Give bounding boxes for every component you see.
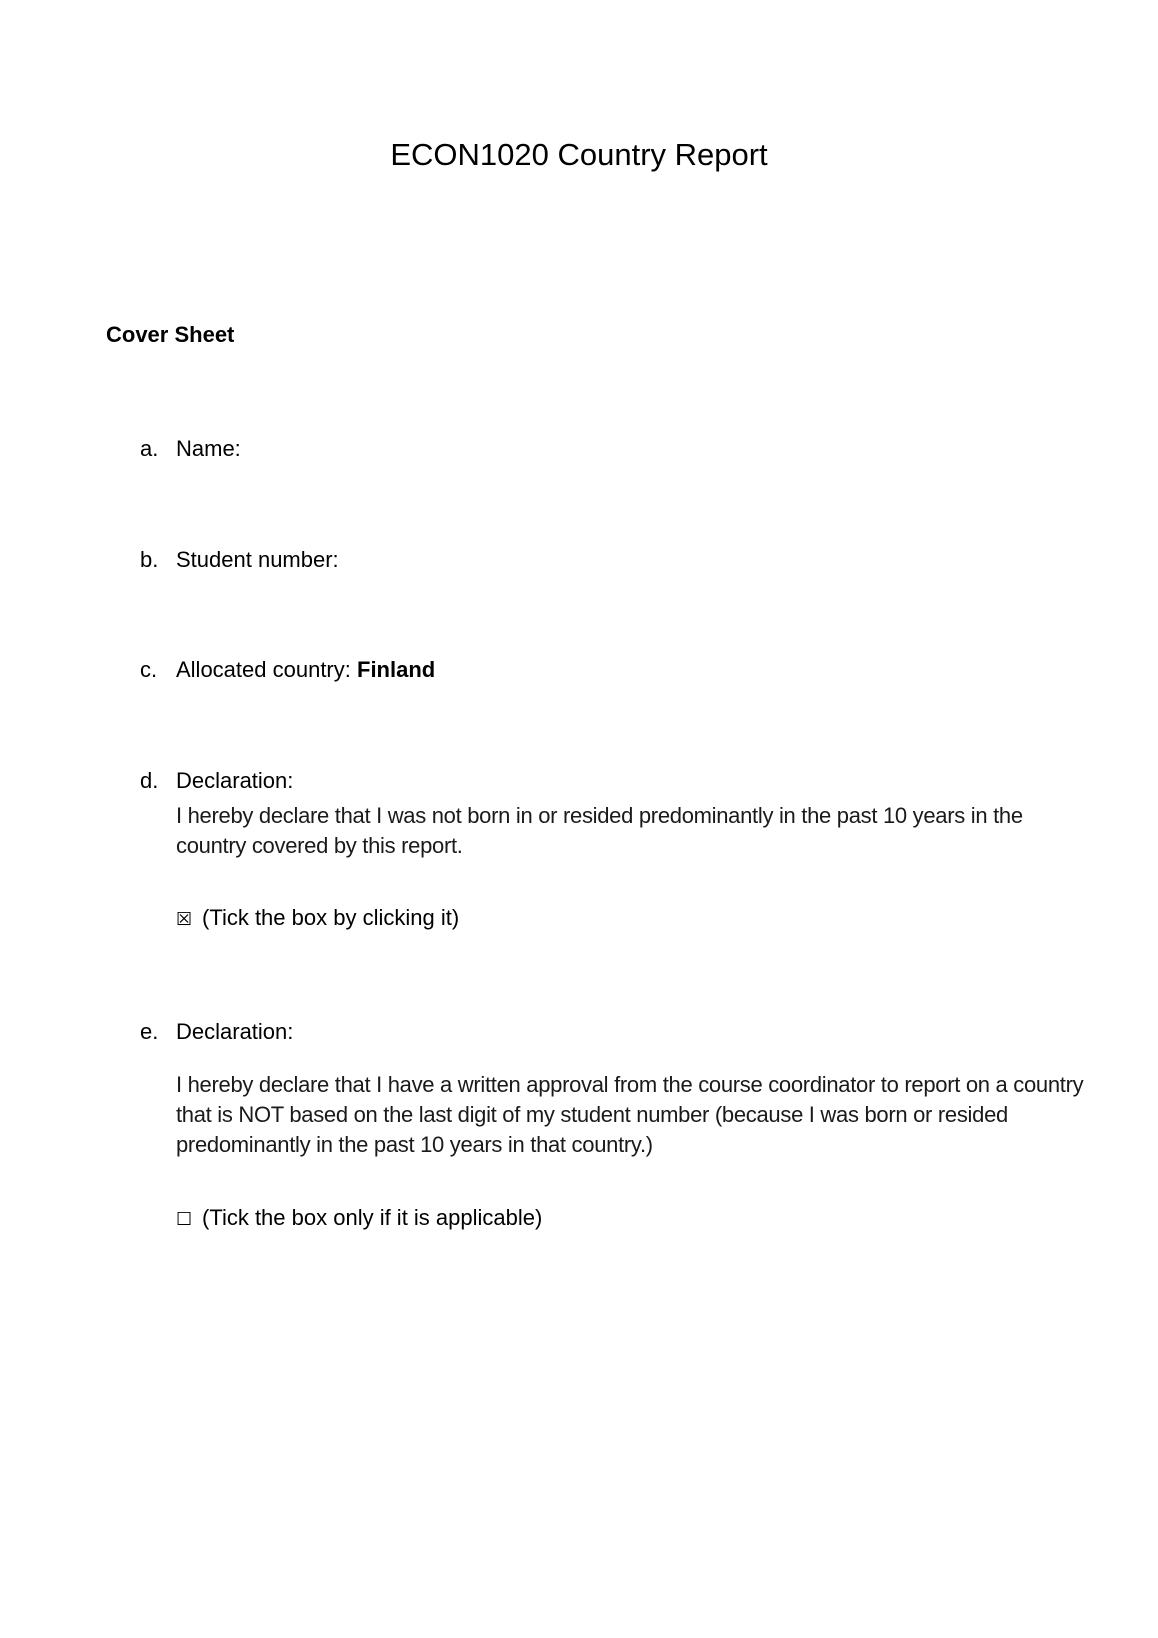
allocated-country-label: Allocated country: bbox=[176, 657, 351, 682]
declaration-d-label: Declaration: bbox=[176, 768, 294, 793]
item-marker-b: b. bbox=[140, 547, 159, 572]
declaration-d-checkbox-line[interactable] bbox=[176, 905, 459, 933]
section-heading: Cover Sheet bbox=[106, 322, 235, 347]
declaration-e-label: Declaration: bbox=[176, 1019, 294, 1044]
item-marker-d: d. bbox=[140, 768, 159, 793]
item-marker-e: e. bbox=[140, 1019, 159, 1044]
declaration-e-text: I hereby declare that I have a written approval from the course coordinator to report on a country that is NOT based on the last digit of my student number (because I was born or resided predominantly in the past 10 years in that country.) bbox=[176, 1072, 1084, 1157]
empty-checkbox-icon[interactable]: ☐ bbox=[176, 1209, 193, 1230]
allocated-country-value: Finland bbox=[357, 657, 436, 682]
allocated-country-line bbox=[176, 657, 435, 683]
declaration-d-text: I hereby declare that I was not born in or resided predominantly in the past 10 years in the country covered by this report. bbox=[176, 803, 1023, 858]
page-title: ECON1020 Country Report bbox=[390, 137, 768, 172]
name-field-label: Name: bbox=[176, 436, 241, 461]
declaration-e-checkbox-line[interactable] bbox=[176, 1205, 542, 1233]
checked-checkbox-icon[interactable]: ☒ bbox=[176, 909, 193, 930]
declaration-e-checkbox-caption: (Tick the box only if it is applicable) bbox=[202, 1205, 543, 1230]
declaration-d-checkbox-caption: (Tick the box by clicking it) bbox=[202, 905, 460, 930]
item-marker-c: c. bbox=[140, 657, 158, 682]
item-marker-a: a. bbox=[140, 436, 159, 461]
student-number-field-label: Student number: bbox=[176, 547, 339, 572]
